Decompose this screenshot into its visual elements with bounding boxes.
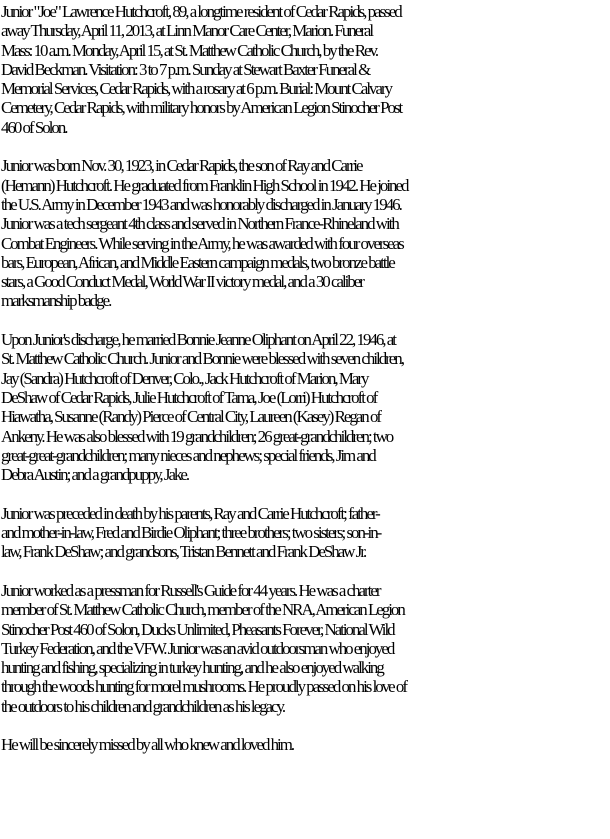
paragraph-work-hobbies bbox=[0, 581, 610, 716]
text-line: Memorial Services, Cedar Rapids, with a rosary at 6 p.m. Burial: Mount Calvary bbox=[1, 79, 392, 99]
text-line: Junior "Joe" Lawrence Hutchcroft, 89, a longtime resident of Cedar Rapids, passed bbox=[1, 2, 401, 21]
text-line: and mother-in-law, Fred and Birdie Oliphant; three brothers; two sisters; son-in- bbox=[1, 523, 381, 543]
paragraph-marriage-family bbox=[0, 330, 610, 484]
text-line: Junior worked as a pressman for Russell's Guide for 44 years. He was a charter bbox=[1, 580, 380, 600]
text-line: Junior was a tech sergeant 4th class and served in Northern France-Rhineland with bbox=[1, 214, 398, 234]
text-line: Mass: 10 a.m. Monday, April 15, at St. Matthew Catholic Church, by the Rev. bbox=[1, 40, 378, 60]
text-line: Turkey Federation, and the VFW. Junior was an avid outdoorsman who enjoyed bbox=[1, 638, 394, 658]
text-line: He will be sincerely missed by all who knew and loved him. bbox=[1, 735, 294, 755]
text-line: Combat Engineers. While serving in the Army, he was awarded with four overseas bbox=[1, 233, 403, 253]
text-line: bars, European, African, and Middle Eastern campaign medals, two bronze battle bbox=[1, 252, 394, 272]
text-line: Stinocher Post 460 of Solon, Ducks Unlimited, Pheasants Forever, National Wild bbox=[1, 619, 394, 639]
text-line: hunting and fishing, specializing in turkey hunting, and he also enjoyed walking bbox=[1, 658, 383, 678]
text-line: the outdoors to his children and grandchildren as his legacy. bbox=[1, 696, 285, 716]
text-line: Ankeny. He was also blessed with 19 grandchildren; 26 great-grandchildren; two bbox=[1, 426, 393, 446]
text-line: (Hemann) Hutchcroft. He graduated from Franklin High School in 1942. He joined bbox=[1, 175, 408, 195]
paragraph-preceded-in-death bbox=[0, 504, 610, 562]
text-line: member of St. Matthew Catholic Church, member of the NRA, American Legion bbox=[1, 600, 404, 620]
text-line: away Thursday, April 11, 2013, at Linn Manor Care Center, Marion. Funeral bbox=[1, 21, 373, 41]
paragraph-closing bbox=[0, 735, 610, 754]
text-line: 460 of Solon. bbox=[1, 117, 67, 137]
text-line: the U.S. Army in December 1943 and was honorably discharged in January 1946. bbox=[1, 194, 401, 214]
text-line: great-great-grandchildren; many nieces and nephews; special friends, Jim and bbox=[1, 445, 375, 465]
text-line: Jay (Sandra) Hutchcroft of Denver, Colo., Jack Hutchcroft of Marion, Mary bbox=[1, 368, 368, 388]
text-line: Hiawatha, Susanne (Randy) Pierce of Central City, Laureen (Kasey) Regan of bbox=[1, 407, 381, 427]
paragraph-early-life-military bbox=[0, 156, 610, 310]
text-line: St. Matthew Catholic Church. Junior and Bonnie were blessed with seven children, bbox=[1, 349, 403, 369]
text-line: Junior was born Nov. 30, 1923, in Cedar Rapids, the son of Ray and Carrie bbox=[1, 156, 362, 176]
text-line: Cemetery, Cedar Rapids, with military honors by American Legion Stinocher Post bbox=[1, 98, 402, 118]
text-line: David Beckman. Visitation: 3 to 7 p.m. Sunday at Stewart Baxter Funeral & bbox=[1, 59, 370, 79]
text-line: through the woods hunting for morel mushrooms. He proudly passed on his love of bbox=[1, 677, 406, 697]
text-line: stars, a Good Conduct Medal, World War II victory medal, and a 30 caliber bbox=[1, 272, 363, 292]
text-line: marksmanship badge. bbox=[1, 291, 111, 311]
text-line: law, Frank DeShaw; and grandsons, Tristan Bennett and Frank DeShaw Jr. bbox=[1, 542, 366, 562]
text-line: Junior was preceded in death by his parents, Ray and Carrie Hutchcroft; father- bbox=[1, 503, 379, 523]
text-line: Debra Austin; and a grandpuppy, Jake. bbox=[1, 465, 189, 485]
text-line: Upon Junior's discharge, he married Bonnie Jeanne Oliphant on April 22, 1946, at bbox=[1, 330, 395, 350]
text-line: DeShaw of Cedar Rapids, Julie Hutchcroft of Tama, Joe (Lorri) Hutchcroft of bbox=[1, 387, 377, 407]
paragraph-service-details bbox=[0, 2, 610, 137]
